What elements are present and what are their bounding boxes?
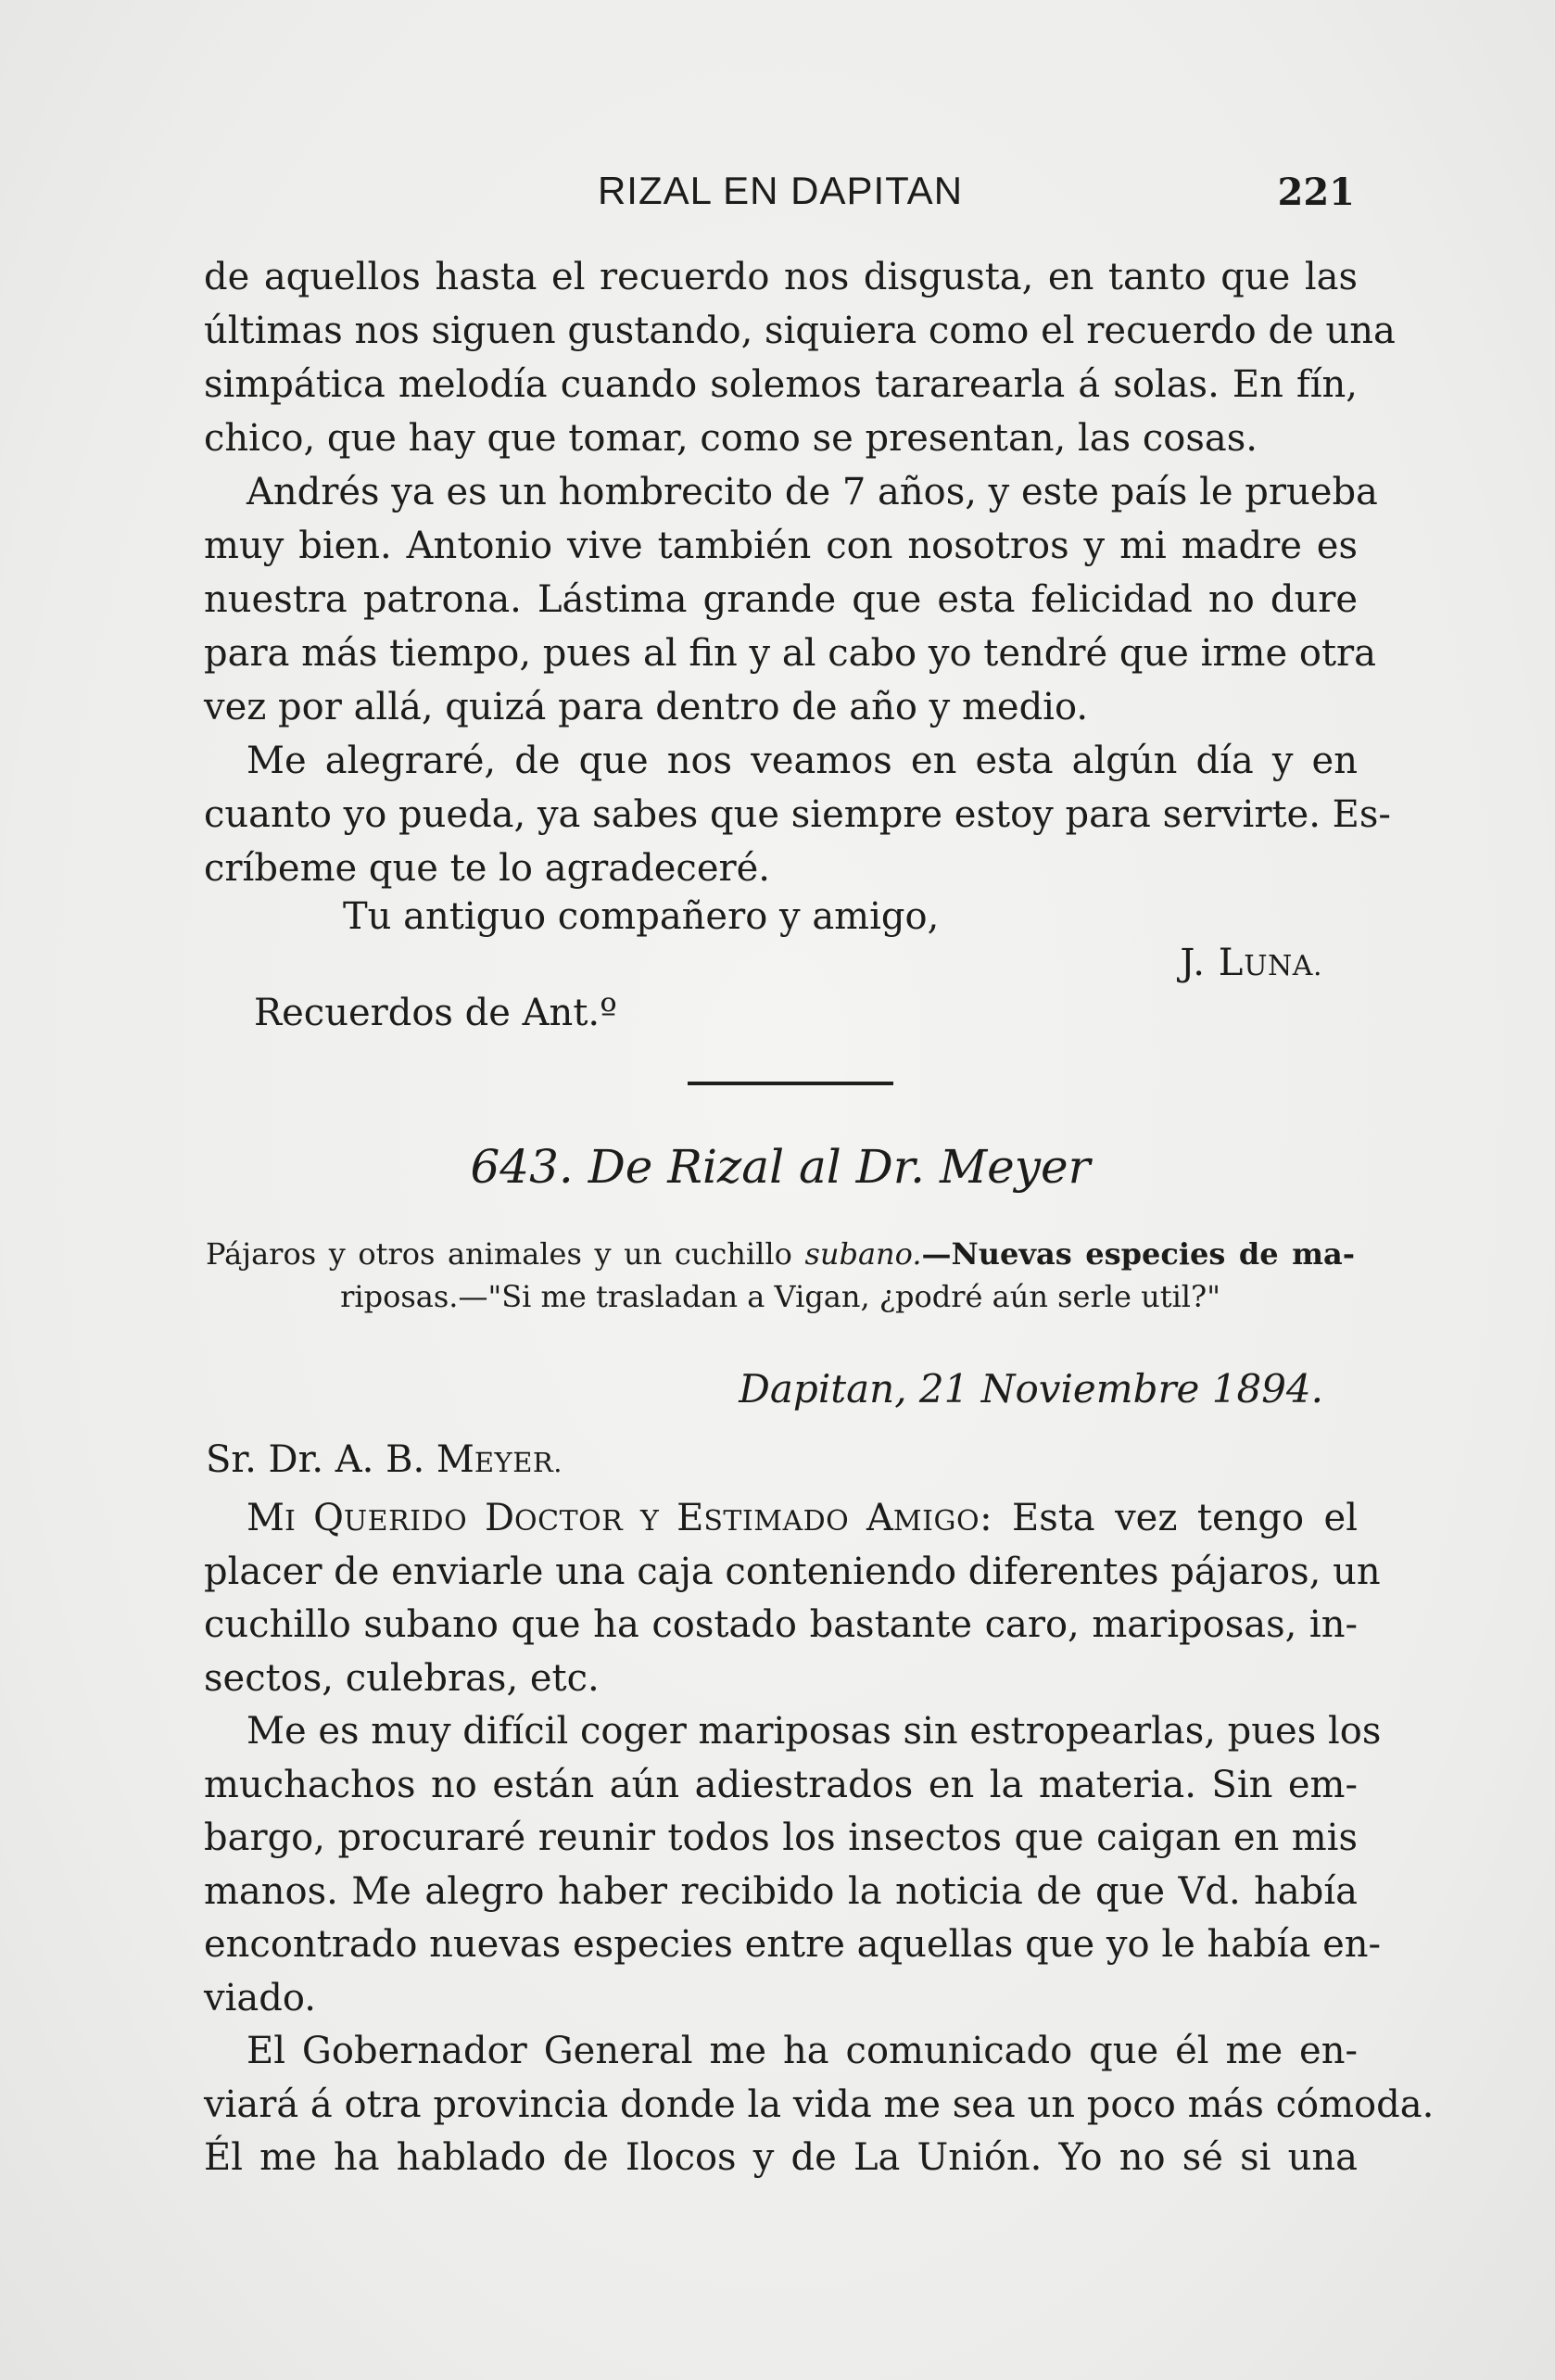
salutation-sc: I xyxy=(284,1505,314,1538)
running-title: RIZAL EN DAPITAN xyxy=(597,169,964,212)
text-line: vez por allá, quizá para dentro de año y medio. xyxy=(204,686,1089,728)
salutation-cap: D xyxy=(484,1497,515,1539)
salutation xyxy=(247,1497,980,1539)
text-line: últimas nos siguen gustando, siquiera como el recuerdo de una xyxy=(204,310,1396,352)
text-line: El Gobernador General me ha comunicado que él me en- xyxy=(247,2030,1358,2072)
page-number: 221 xyxy=(1277,171,1355,214)
signature-small-caps: UNA. xyxy=(1244,950,1322,982)
text-line: simpática melodía cuando solemos tararearla á solas. En fín, xyxy=(204,363,1358,406)
summary-bold: —Nuevas especies de ma- xyxy=(921,1236,1356,1272)
addressee-start: Sr. Dr. A. B. M xyxy=(206,1438,474,1481)
first-line-rest: : Esta vez tengo el xyxy=(980,1497,1358,1539)
text-line: sectos, culebras, etc. xyxy=(204,1656,600,1700)
text-line: nuestra patrona. Lástima grande que esta felicidad no dure xyxy=(204,578,1358,621)
text-line: Me alegraré, de que nos veamos en esta algún día y en xyxy=(247,740,1358,782)
letter-summary xyxy=(206,1233,1355,1318)
salutation-sc: OCTOR Y xyxy=(514,1505,677,1538)
salutation-cap: M xyxy=(247,1497,284,1539)
addressee-small-caps: EYER. xyxy=(474,1447,563,1478)
text-line: críbeme que te lo agradeceré. xyxy=(204,847,770,890)
text-line: muchachos no están aún adiestrados en la materia. Sin em- xyxy=(204,1763,1358,1806)
summary-italic: subano. xyxy=(804,1236,922,1272)
salutation-cap: E xyxy=(676,1497,704,1539)
text-line: Andrés ya es un hombrecito de 7 años, y este país le prueba xyxy=(247,471,1378,513)
text-line: manos. Me alegro haber recibido la noticia de que Vd. había xyxy=(204,1869,1358,1913)
dateline: Dapitan, 21 Noviembre 1894. xyxy=(739,1366,1323,1412)
salutation-line xyxy=(204,1492,1358,1546)
text-line: cuchillo subano que ha costado bastante caro, mariposas, in- xyxy=(204,1603,1358,1646)
text-line: de aquellos hasta el recuerdo nos disgusta, en tanto que las xyxy=(204,256,1358,298)
signature-initial: J. L xyxy=(1180,942,1245,984)
running-head xyxy=(206,163,1355,219)
addressee xyxy=(206,1438,563,1481)
letter-heading: 643. De Rizal al Dr. Meyer xyxy=(470,1140,1091,1194)
closing-greeting: Tu antiguo compañero y amigo, xyxy=(343,895,940,938)
section-divider xyxy=(688,1082,893,1085)
text-line: chico, que hay que tomar, como se presentan, las cosas. xyxy=(204,417,1258,460)
text-line: encontrado nuevas especies entre aquellas que yo le había en- xyxy=(204,1923,1382,1966)
salutation-sc: STIMADO xyxy=(703,1505,867,1538)
letter-1-closing xyxy=(206,895,1359,1053)
signature xyxy=(1180,942,1322,984)
salutation-sc: UERIDO xyxy=(343,1505,485,1538)
text-line: muy bien. Antonio vive también con nosotros y mi madre es xyxy=(204,525,1358,567)
salutation-sc: MIGO xyxy=(892,1505,980,1538)
summary-line xyxy=(206,1233,1355,1275)
text-line: Me es muy difícil coger mariposas sin estropearlas, pues los xyxy=(247,1710,1382,1753)
postscript: Recuerdos de Ant.º xyxy=(254,992,617,1034)
text-line: Él me ha hablado de Ilocos y de La Unión. Yo no sé si una xyxy=(204,2136,1358,2179)
text-line: cuanto yo pueda, ya sabes que siempre estoy para servirte. Es- xyxy=(204,793,1391,836)
text-line: bargo, procuraré reunir todos los insectos que caigan en mis xyxy=(204,1817,1358,1859)
letter-1-body xyxy=(204,250,1396,895)
summary-text: Pájaros y otros animales y un cuchillo xyxy=(206,1236,805,1272)
text-line: para más tiempo, pues al fin y al cabo yo tendré que irme otra xyxy=(204,632,1376,675)
text-line: viado. xyxy=(204,1976,316,2019)
summary-line: riposas.—"Si me trasladan a Vigan, ¿podré aún serle util?" xyxy=(340,1279,1220,1314)
text-line: viará á otra provincia donde la vida me sea un poco más cómoda. xyxy=(204,2082,1435,2126)
salutation-cap: Q xyxy=(313,1497,344,1539)
salutation-cap: A xyxy=(866,1497,893,1539)
letter-2-body xyxy=(204,1492,1435,2185)
text-line: placer de enviarle una caja conteniendo diferentes pájaros, un xyxy=(204,1550,1381,1593)
